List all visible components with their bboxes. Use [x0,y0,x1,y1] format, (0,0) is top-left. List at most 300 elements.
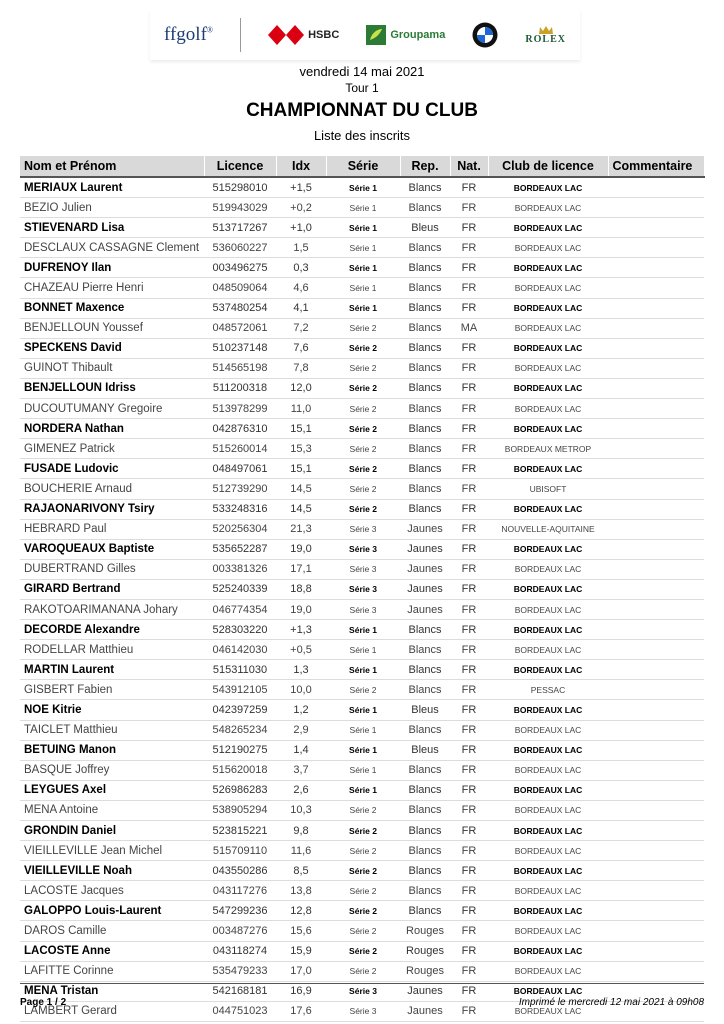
cell-licence: 046142030 [204,640,276,660]
cell-idx: 17,6 [276,1001,326,1021]
logo-divider [240,18,241,52]
cell-club: BORDEAUX LAC [488,177,608,198]
cell-name: SPECKENS David [20,338,204,358]
cell-serie: Série 2 [326,358,400,378]
cell-nat: FR [450,479,488,499]
table-row [20,961,704,981]
cell-nat: FR [450,861,488,881]
cell-club: BORDEAUX LAC [488,760,608,780]
cell-name: VIEILLEVILLE Noah [20,861,204,881]
cell-licence: 542168181 [204,981,276,1001]
cell-nat: FR [450,559,488,579]
cell-comment [608,720,704,740]
cell-name: BEZIO Julien [20,198,204,218]
cell-rep: Blancs [400,660,450,680]
cell-serie: Série 2 [326,881,400,901]
cell-nat: FR [450,298,488,318]
cell-rep: Jaunes [400,579,450,599]
cell-club: BORDEAUX LAC [488,419,608,439]
cell-rep: Blancs [400,459,450,479]
cell-idx: 1,5 [276,238,326,258]
cell-idx: +1,5 [276,177,326,198]
cell-serie: Série 2 [326,378,400,398]
cell-serie: Série 1 [326,198,400,218]
cell-idx: 15,1 [276,459,326,479]
page-subtitle: Liste des inscrits [313,128,411,143]
cell-licence: 538905294 [204,800,276,820]
cell-rep: Blancs [400,399,450,419]
cell-serie: Série 2 [326,961,400,981]
cell-idx: +1,3 [276,620,326,640]
cell-rep: Blancs [400,901,450,921]
cell-serie: Série 1 [326,218,400,238]
registrants-table [20,156,705,1022]
cell-rep: Bleus [400,218,450,238]
cell-name: RAJAONARIVONY Tsiry [20,499,204,519]
cell-serie: Série 2 [326,941,400,961]
cell-name: DUFRENOY Ilan [20,258,204,278]
cell-nat: FR [450,841,488,861]
cell-name: STIEVENARD Lisa [20,218,204,238]
cell-licence: 548265234 [204,720,276,740]
cell-licence: 511200318 [204,378,276,398]
cell-name: LACOSTE Anne [20,941,204,961]
cell-rep: Blancs [400,177,450,198]
cell-serie: Série 2 [326,459,400,479]
cell-idx: 15,9 [276,941,326,961]
cell-nat: FR [450,258,488,278]
cell-nat: FR [450,881,488,901]
cell-serie: Série 2 [326,800,400,820]
cell-idx: 7,6 [276,338,326,358]
cell-licence: 046774354 [204,599,276,619]
cell-comment [608,599,704,619]
cell-club: BORDEAUX LAC [488,238,608,258]
cell-club: BORDEAUX LAC [488,821,608,841]
page-title: CHAMPIONNAT DU CLUB [246,100,478,121]
col-header-nat: Nat. [450,156,488,177]
cell-club: BORDEAUX LAC [488,258,608,278]
cell-licence: 536060227 [204,238,276,258]
cell-club: BORDEAUX LAC [488,318,608,338]
cell-idx: 14,5 [276,479,326,499]
cell-nat: FR [450,720,488,740]
cell-comment [608,700,704,720]
footer-divider [20,983,704,984]
cell-comment [608,740,704,760]
cell-comment [608,258,704,278]
cell-licence: 512739290 [204,479,276,499]
cell-licence: 515298010 [204,177,276,198]
cell-nat: FR [450,358,488,378]
cell-club: BORDEAUX LAC [488,780,608,800]
cell-licence: 535652287 [204,539,276,559]
cell-comment [608,499,704,519]
cell-name: MENA Tristan [20,981,204,1001]
cell-comment [608,961,704,981]
cell-licence: 523815221 [204,821,276,841]
cell-club: BORDEAUX LAC [488,740,608,760]
cell-idx: +0,2 [276,198,326,218]
table-body [20,177,704,1021]
table-row [20,720,704,740]
cell-licence: 537480254 [204,298,276,318]
cell-rep: Blancs [400,419,450,439]
cell-idx: 3,7 [276,760,326,780]
cell-licence: 533248316 [204,499,276,519]
cell-club: PESSAC [488,680,608,700]
cell-comment [608,198,704,218]
cell-club: BORDEAUX LAC [488,459,608,479]
table-row [20,539,704,559]
cell-name: GRONDIN Daniel [20,821,204,841]
cell-nat: FR [450,238,488,258]
cell-idx: 7,8 [276,358,326,378]
cell-licence: 515620018 [204,760,276,780]
table-row [20,499,704,519]
cell-name: VIEILLEVILLE Jean Michel [20,841,204,861]
cell-idx: 15,1 [276,419,326,439]
cell-name: MENA Antoine [20,800,204,820]
cell-club: BORDEAUX LAC [488,378,608,398]
col-header-idx: Idx [276,156,326,177]
cell-serie: Série 1 [326,660,400,680]
cell-name: GUINOT Thibault [20,358,204,378]
cell-idx: 8,5 [276,861,326,881]
cell-serie: Série 2 [326,439,400,459]
cell-comment [608,459,704,479]
cell-comment [608,298,704,318]
cell-serie: Série 3 [326,579,400,599]
cell-idx: 12,0 [276,378,326,398]
cell-licence: 547299236 [204,901,276,921]
table-row [20,459,704,479]
cell-club: BORDEAUX LAC [488,800,608,820]
cell-nat: FR [450,278,488,298]
cell-nat: FR [450,800,488,820]
cell-name: CHAZEAU Pierre Henri [20,278,204,298]
cell-comment [608,660,704,680]
cell-name: GIRARD Bertrand [20,579,204,599]
table-row [20,519,704,539]
cell-serie: Série 2 [326,861,400,881]
table-row [20,599,704,619]
cell-comment [608,218,704,238]
table-row [20,821,704,841]
cell-nat: FR [450,780,488,800]
cell-idx: 17,1 [276,559,326,579]
event-date: vendredi 14 mai 2021 [299,64,425,79]
cell-nat: FR [450,901,488,921]
cell-idx: 11,6 [276,841,326,861]
cell-club: BORDEAUX METROP [488,439,608,459]
cell-club: BORDEAUX LAC [488,921,608,941]
cell-licence: 003487276 [204,921,276,941]
cell-idx: 10,0 [276,680,326,700]
cell-licence: 520256304 [204,519,276,539]
table-row [20,479,704,499]
table-row [20,660,704,680]
cell-name: VAROQUEAUX Baptiste [20,539,204,559]
cell-idx: 21,3 [276,519,326,539]
cell-serie: Série 2 [326,921,400,941]
cell-rep: Blancs [400,499,450,519]
cell-nat: FR [450,821,488,841]
bmw-logo [472,22,498,48]
cell-club: BORDEAUX LAC [488,620,608,640]
cell-rep: Jaunes [400,519,450,539]
cell-club: BORDEAUX LAC [488,700,608,720]
table-row [20,579,704,599]
ffgolf-wordmark: ffgolf® [164,24,213,45]
cell-idx: 19,0 [276,539,326,559]
table-row [20,780,704,800]
groupama-logo: Groupama [366,25,445,45]
cell-nat: FR [450,961,488,981]
cell-name: GIMENEZ Patrick [20,439,204,459]
cell-idx: 15,6 [276,921,326,941]
cell-rep: Rouges [400,921,450,941]
table-row [20,378,704,398]
cell-licence: 048497061 [204,459,276,479]
cell-nat: FR [450,539,488,559]
table-row [20,881,704,901]
cell-comment [608,238,704,258]
cell-comment [608,559,704,579]
table-row [20,358,704,378]
cell-rep: Blancs [400,358,450,378]
cell-comment [608,760,704,780]
cell-serie: Série 2 [326,399,400,419]
cell-name: BOUCHERIE Arnaud [20,479,204,499]
cell-club: BORDEAUX LAC [488,338,608,358]
cell-club: BORDEAUX LAC [488,961,608,981]
cell-nat: FR [450,740,488,760]
cell-name: NORDERA Nathan [20,419,204,439]
cell-licence: 513978299 [204,399,276,419]
cell-comment [608,881,704,901]
cell-serie: Série 2 [326,680,400,700]
cell-licence: 514565198 [204,358,276,378]
cell-club: BORDEAUX LAC [488,278,608,298]
cell-rep: Blancs [400,821,450,841]
cell-rep: Blancs [400,338,450,358]
cell-serie: Série 1 [326,780,400,800]
cell-idx: 1,2 [276,700,326,720]
cell-licence: 510237148 [204,338,276,358]
table-row [20,740,704,760]
col-header-name: Nom et Prénom [20,156,204,177]
cell-comment [608,821,704,841]
cell-serie: Série 3 [326,1001,400,1021]
page-number: Page 1 / 2 [20,997,67,1008]
table-row [20,640,704,660]
cell-rep: Blancs [400,800,450,820]
cell-name: DESCLAUX CASSAGNE Clement [20,238,204,258]
print-timestamp: Imprimé le mercredi 12 mai 2021 à 09h08 [518,997,704,1008]
cell-serie: Série 2 [326,419,400,439]
cell-comment [608,841,704,861]
cell-rep: Jaunes [400,539,450,559]
cell-name: GALOPPO Louis-Laurent [20,901,204,921]
table-row [20,318,704,338]
cell-name: HEBRARD Paul [20,519,204,539]
cell-rep: Blancs [400,881,450,901]
cell-club: BORDEAUX LAC [488,901,608,921]
table-row [20,559,704,579]
cell-rep: Blancs [400,760,450,780]
table-row [20,861,704,881]
cell-rep: Blancs [400,238,450,258]
cell-serie: Série 2 [326,499,400,519]
cell-club: BORDEAUX LAC [488,559,608,579]
cell-club: BORDEAUX LAC [488,539,608,559]
cell-club: BORDEAUX LAC [488,198,608,218]
cell-nat: FR [450,680,488,700]
cell-serie: Série 1 [326,258,400,278]
table-row [20,439,704,459]
cell-rep: Jaunes [400,559,450,579]
cell-comment [608,780,704,800]
cell-serie: Série 1 [326,700,400,720]
cell-rep: Blancs [400,198,450,218]
cell-licence: 048572061 [204,318,276,338]
cell-rep: Blancs [400,318,450,338]
cell-rep: Blancs [400,720,450,740]
cell-nat: FR [450,177,488,198]
cell-licence: 526986283 [204,780,276,800]
cell-comment [608,479,704,499]
col-header-serie: Série [326,156,400,177]
cell-nat: FR [450,1001,488,1021]
hsbc-logo: HSBC [268,25,339,45]
cell-rep: Blancs [400,861,450,881]
cell-club: BORDEAUX LAC [488,660,608,680]
cell-rep: Rouges [400,941,450,961]
table-row [20,921,704,941]
cell-serie: Série 2 [326,821,400,841]
cell-licence: 519943029 [204,198,276,218]
cell-rep: Blancs [400,680,450,700]
cell-serie: Série 1 [326,298,400,318]
cell-nat: MA [450,318,488,338]
cell-idx: 4,6 [276,278,326,298]
table-row [20,298,704,318]
cell-serie: Série 3 [326,559,400,579]
cell-comment [608,861,704,881]
cell-serie: Série 2 [326,318,400,338]
cell-name: RODELLAR Matthieu [20,640,204,660]
cell-comment [608,399,704,419]
cell-idx: 11,0 [276,399,326,419]
cell-comment [608,378,704,398]
cell-name: LEYGUES Axel [20,780,204,800]
cell-idx: 10,3 [276,800,326,820]
cell-idx: 4,1 [276,298,326,318]
cell-licence: 515260014 [204,439,276,459]
table-row [20,941,704,961]
cell-licence: 512190275 [204,740,276,760]
cell-nat: FR [450,981,488,1001]
cell-serie: Série 3 [326,981,400,1001]
cell-licence: 528303220 [204,620,276,640]
cell-club: UBISOFT [488,479,608,499]
table-row [20,700,704,720]
cell-comment [608,640,704,660]
cell-idx: 12,8 [276,901,326,921]
cell-club: BORDEAUX LAC [488,298,608,318]
cell-nat: FR [450,599,488,619]
cell-club: BORDEAUX LAC [488,841,608,861]
cell-comment [608,519,704,539]
cell-idx: 7,2 [276,318,326,338]
cell-comment [608,539,704,559]
cell-serie: Série 1 [326,238,400,258]
cell-idx: 2,9 [276,720,326,740]
cell-idx: 13,8 [276,881,326,901]
table-header-row [20,156,704,177]
cell-club: BORDEAUX LAC [488,499,608,519]
cell-serie: Série 1 [326,620,400,640]
cell-licence: 003496275 [204,258,276,278]
col-header-rep: Rep. [400,156,450,177]
cell-name: TAICLET Matthieu [20,720,204,740]
cell-comment [608,419,704,439]
cell-licence: 515311030 [204,660,276,680]
cell-nat: FR [450,198,488,218]
cell-serie: Série 1 [326,640,400,660]
cell-serie: Série 3 [326,519,400,539]
cell-nat: FR [450,378,488,398]
cell-name: DAROS Camille [20,921,204,941]
bmw-roundel-icon [472,22,498,48]
cell-name: DUBERTRAND Gilles [20,559,204,579]
table-row [20,760,704,780]
cell-serie: Série 1 [326,720,400,740]
cell-nat: FR [450,700,488,720]
cell-name: LAFITTE Corinne [20,961,204,981]
cell-licence: 048509064 [204,278,276,298]
ffgolf-logo [164,24,213,46]
cell-nat: FR [450,640,488,660]
cell-serie: Série 3 [326,599,400,619]
cell-name: MARTIN Laurent [20,660,204,680]
cell-nat: FR [450,399,488,419]
cell-nat: FR [450,921,488,941]
col-header-licence: Licence [204,156,276,177]
table-row [20,238,704,258]
cell-nat: FR [450,499,488,519]
groupama-leaf-icon [366,25,386,45]
hsbc-hexagon-icon [268,25,304,45]
cell-nat: FR [450,218,488,238]
cell-idx: +0,5 [276,640,326,660]
cell-rep: Jaunes [400,1001,450,1021]
cell-name: LAMBERT Gerard [20,1001,204,1021]
table-row [20,218,704,238]
cell-nat: FR [450,519,488,539]
cell-club: BORDEAUX LAC [488,881,608,901]
cell-licence: 043118274 [204,941,276,961]
round-label: Tour 1 [345,81,379,95]
cell-licence: 044751023 [204,1001,276,1021]
cell-nat: FR [450,439,488,459]
cell-idx: 14,5 [276,499,326,519]
cell-rep: Blancs [400,780,450,800]
cell-serie: Série 2 [326,901,400,921]
cell-club: BORDEAUX LAC [488,941,608,961]
cell-licence: 043550286 [204,861,276,881]
